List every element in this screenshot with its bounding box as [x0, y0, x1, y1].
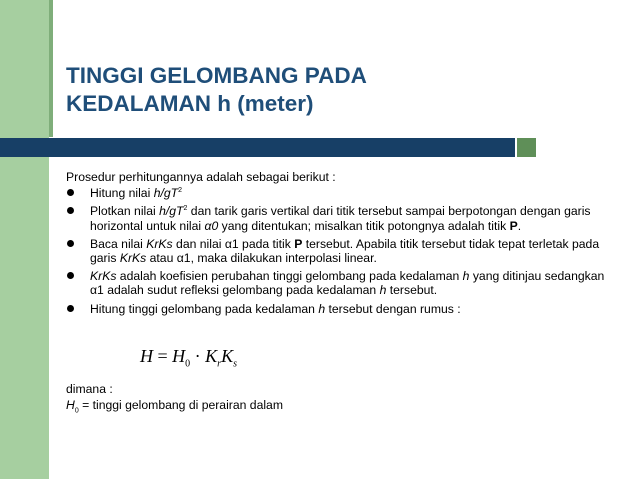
- h0-definition: $H_0$ = tinggi gelombang di perairan dalam: [66, 398, 283, 415]
- title-underline-bar: [0, 138, 515, 157]
- dimana-label: dimana :: [66, 382, 113, 396]
- slide-body: [66, 170, 606, 320]
- title-corner-square: [517, 138, 536, 157]
- procedure-list: [66, 186, 606, 316]
- list-item: Hitung tinggi gelombang pada kedalaman h tersebut dengan rumus :: [66, 302, 606, 316]
- definitions: [66, 381, 586, 413]
- slide-title-line-2: KEDALAMAN h (meter): [66, 91, 314, 116]
- list-item: KrKs adalah koefisien perubahan tinggi gelombang pada kedalaman h yang ditinjau sedangkan α1 adalah sudut refleksi gelombang pada kedalaman h tersebut.: [66, 269, 606, 297]
- intro-text: Prosedur perhitungannya adalah sebagai berikut :: [66, 170, 336, 184]
- wave-height-formula: $H = H_0 \cdot K_rK_s$: [140, 346, 237, 370]
- side-decor-bar: [0, 0, 49, 479]
- list-item: Plotkan nilai $h/gT^2$ dan tarik garis vertikal dari titik tersebut sampai berpotongan dengan garis horizontal untuk nilai α0 yang ditentukan; misalkan titik potongnya adalah titik P.: [66, 204, 606, 232]
- slide-title: [66, 62, 566, 118]
- list-item: Baca nilai KrKs dan nilai α1 pada titik P tersebut. Apabila titik tersebut tidak tepat terletak pada garis KrKs atau α1, maka dilakukan interpolasi linear.: [66, 237, 606, 265]
- bullet-icon: [67, 305, 74, 312]
- side-decor-strip: [49, 0, 53, 137]
- bullet-icon: [67, 272, 74, 279]
- list-item: Hitung nilai $h/gT^2$: [66, 186, 606, 200]
- bullet-icon: [67, 189, 74, 196]
- slide-title-line-1: TINGGI GELOMBANG PADA: [66, 63, 367, 88]
- bullet-icon: [67, 240, 74, 247]
- bullet-icon: [67, 207, 74, 214]
